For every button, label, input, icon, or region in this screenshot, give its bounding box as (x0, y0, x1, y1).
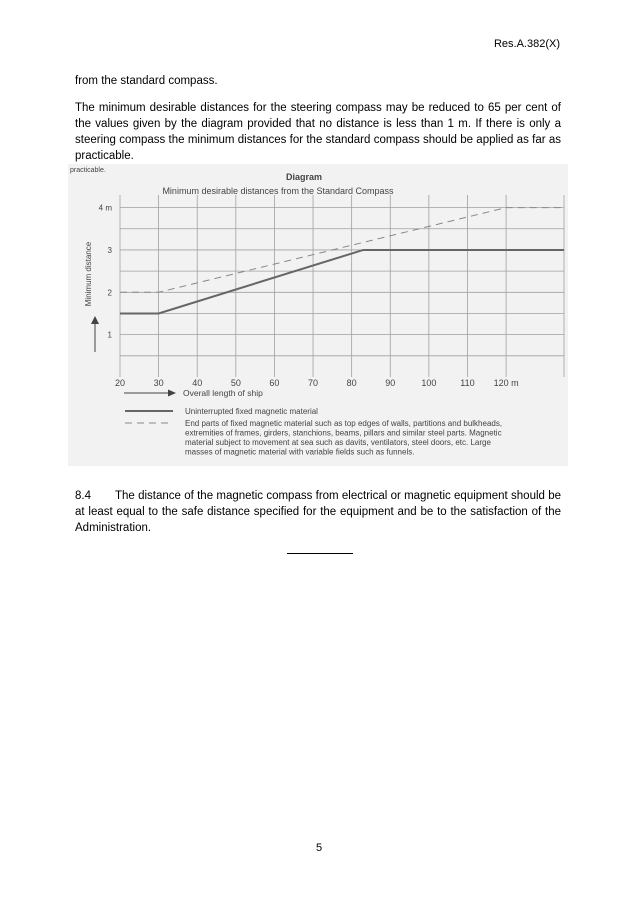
chart-series (120, 208, 564, 314)
y-axis-arrow-head (91, 316, 99, 324)
document-reference: Res.A.382(X) (493, 38, 560, 50)
legend-entry-end-parts: extremities of frames, girders, stanchions, beams, pillars and similar steel parts. Magnetic (185, 428, 502, 438)
y-tick-label: 2 (107, 288, 112, 298)
x-tick-label: 20 (114, 378, 126, 388)
x-tick-label: 80 (346, 378, 357, 388)
x-tick-label: 120 m (493, 378, 519, 388)
x-axis-arrow-head (168, 390, 176, 397)
x-tick-label: 90 (385, 378, 396, 388)
page-number: 5 (315, 842, 323, 854)
section-text: The distance of the magnetic compass from electrical or magnetic equipment should be at least equal to the safe distance specified for the equipment and be to the satisfaction of the Administration. (75, 490, 561, 534)
y-tick-label: 4 m (98, 203, 112, 213)
cropped-text-label: practicable. (70, 167, 106, 174)
x-tick-label: 70 (308, 378, 319, 388)
paragraph-continuation: from the standard compass. (75, 75, 218, 87)
end-rule (287, 553, 353, 554)
x-axis-label: Overall length of ship (183, 388, 263, 398)
chart-ticks (99, 204, 519, 388)
chart-subtitle: Minimum desirable distances from the Standard Compass (162, 186, 394, 196)
cropped-text (70, 167, 106, 174)
x-tick-label: 30 (153, 378, 164, 388)
diagram-figure (68, 164, 568, 466)
chart-title: Diagram (285, 172, 323, 182)
x-tick-label: 50 (230, 378, 241, 388)
legend-entry-end-parts: material subject to movement at sea such as davits, ventilators, steel doors, etc. Large (185, 438, 491, 447)
x-tick-label: 100 (421, 378, 437, 388)
paragraph-steering-compass: The minimum desirable distances for the steering compass may be reduced to 65 per cent of the values given by the diagram provided that no distance is less than 1 m. If there is only a steering compass the minimum distances for the standard compass should be applied as far as practicable. (75, 102, 561, 162)
series-line-uninterrupted (120, 250, 564, 314)
minimum-distance-chart (68, 164, 568, 466)
y-tick-label: 3 (107, 245, 112, 255)
y-tick-label: 1 (107, 330, 112, 340)
x-tick-label: 60 (269, 378, 280, 388)
x-tick-label: 40 (192, 378, 203, 388)
legend-entry-uninterrupted: Uninterrupted fixed magnetic material (185, 407, 318, 416)
paragraph-8-4 (75, 488, 561, 536)
y-axis-label: Minimum distance (84, 241, 93, 307)
legend-entry-end-parts: End parts of fixed magnetic material such as top edges of walls, partitions and bulkheads, (185, 419, 503, 428)
chart-axis-labels (84, 241, 263, 398)
x-tick-label: 110 (460, 378, 475, 388)
chart-legend (125, 407, 502, 457)
legend-entry-end-parts: masses of magnetic material with variable fields such as funnels. (185, 447, 415, 457)
chart-grid (120, 195, 564, 377)
section-number: 8.4 (75, 490, 91, 502)
